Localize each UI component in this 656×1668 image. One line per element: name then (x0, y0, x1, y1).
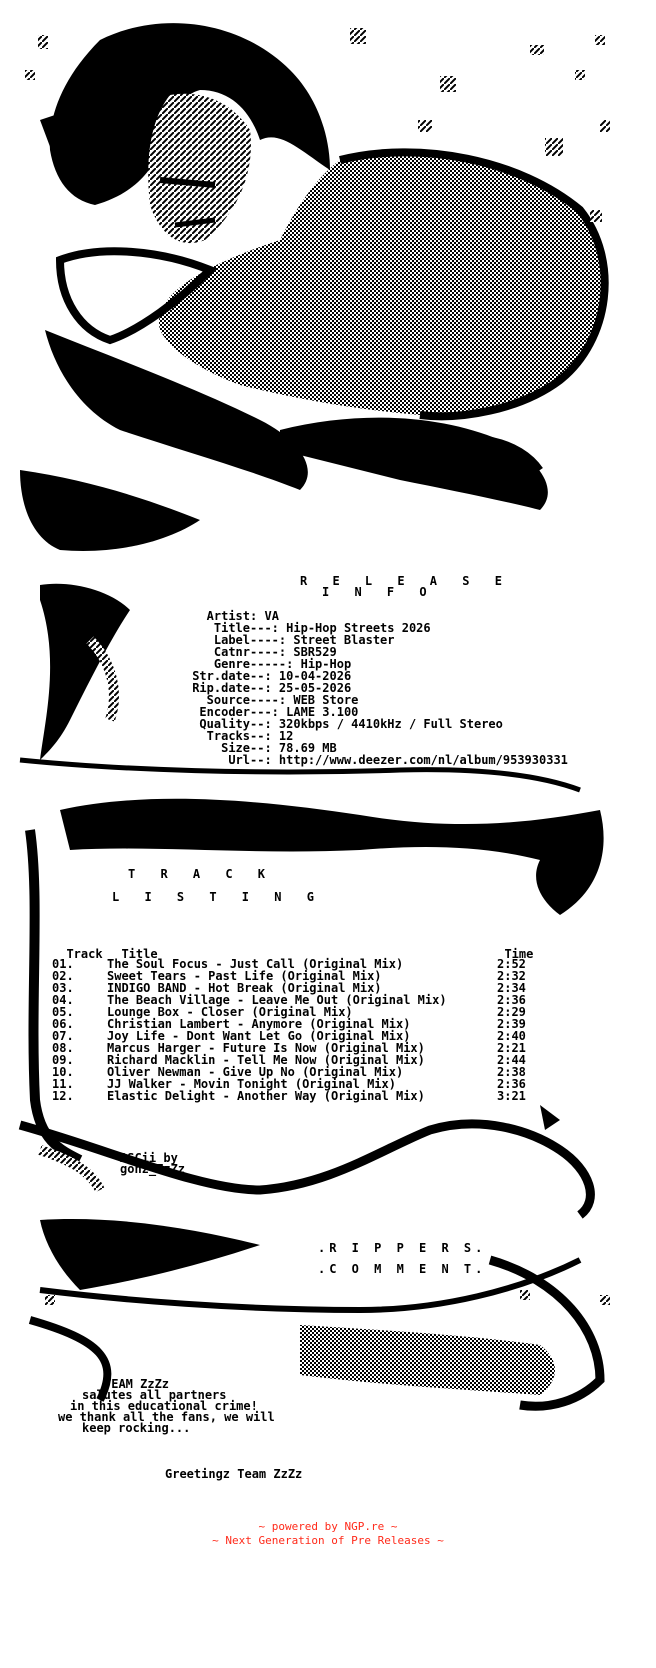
track-heading-line1: T R A C K (128, 867, 275, 881)
release-info-label: Size (221, 741, 250, 755)
comment-line: salutes all partners (82, 1388, 227, 1402)
release-info-value: 10-04-2026 (278, 669, 352, 683)
release-info-separator: -----: (250, 657, 294, 671)
track-title: Joy Life - Dont Want Let Go (Original Mix) (107, 1029, 411, 1043)
release-heading-line2: I N F O (322, 585, 436, 599)
release-info-value: Hip-Hop (300, 657, 352, 671)
release-info-value[interactable]: http://www.deezer.com/nl/album/953930331 (278, 753, 568, 767)
release-info-separator: --: (250, 741, 272, 755)
track-time: 3:21 (497, 1089, 526, 1103)
release-info-separator: : (250, 609, 258, 623)
comment-line: we thank all the fans, we will (58, 1410, 275, 1424)
track-time: 2:40 (497, 1029, 526, 1043)
comment-line: keep rocking... (82, 1421, 191, 1435)
track-title: Christian Lambert - Anymore (Original Mix) (107, 1017, 411, 1031)
ascii-credit-line1: ASCii by (120, 1151, 178, 1165)
rippers-heading-line2: .C O M M E N T. (318, 1262, 487, 1276)
comment-line: in this educational crime! (70, 1399, 258, 1413)
track-heading-line2: L I S T I N G (112, 890, 323, 904)
release-info-separator: ---: (250, 705, 279, 719)
track-number: 08. (52, 1041, 74, 1055)
track-number: 05. (52, 1005, 74, 1019)
track-time: 2:36 (497, 1077, 526, 1091)
comment-line: TEAM ZzZz (104, 1377, 170, 1391)
release-info-value: Street Blaster (293, 633, 395, 647)
col-track: Track (66, 947, 103, 961)
release-info-value: Hip-Hop Streets 2026 (286, 621, 431, 635)
release-info-label: Genre (213, 657, 250, 671)
col-time: Time (504, 947, 534, 961)
release-info-label: Catnr (213, 645, 250, 659)
track-time: 2:44 (497, 1053, 526, 1067)
release-info-separator: --: (250, 753, 272, 767)
release-info-label: Artist (206, 609, 250, 623)
girl-figure-art (20, 23, 605, 551)
footer-tagline: ~ Next Generation of Pre Releases ~ (212, 1534, 444, 1547)
track-title: Sweet Tears - Past Life (Original Mix) (107, 969, 382, 983)
footer-powered-by: ~ powered by NGP.re ~ (258, 1520, 398, 1533)
release-info-label: Title (213, 621, 250, 635)
track-time: 2:29 (497, 1005, 526, 1019)
release-info-block (160, 610, 568, 766)
track-title: Marcus Harger - Future Is Now (Original Mix) (107, 1041, 425, 1055)
release-info-value: 25-05-2026 (278, 681, 352, 695)
release-info-row (160, 754, 568, 766)
release-info-label: Encoder (199, 705, 250, 719)
track-time: 2:39 (497, 1017, 526, 1031)
track-title: Elastic Delight - Another Way (Original Mix) (107, 1089, 425, 1103)
track-number: 03. (52, 981, 74, 995)
release-info-separator: ---: (250, 621, 279, 635)
track-number: 07. (52, 1029, 74, 1043)
release-info-value: 12 (278, 729, 294, 743)
col-title: Title (121, 947, 158, 961)
release-info-separator: ----: (250, 645, 287, 659)
track-number: 12. (52, 1089, 74, 1103)
release-info-label: Label (213, 633, 250, 647)
track-number: 10. (52, 1065, 74, 1079)
release-info-separator: --: (250, 681, 272, 695)
track-time: 2:38 (497, 1065, 526, 1079)
release-info-separator: ----: (250, 633, 287, 647)
track-number: 04. (52, 993, 74, 1007)
track-time: 2:52 (497, 957, 526, 971)
track-row (52, 1090, 537, 1102)
track-title: The Soul Focus - Just Call (Original Mix) (107, 957, 404, 971)
release-info-label: Url (228, 753, 250, 767)
track-number: 01. (52, 957, 74, 971)
release-info-separator: ----: (250, 693, 287, 707)
track-title: Oliver Newman - Give Up No (Original Mix) (107, 1065, 404, 1079)
track-number: 02. (52, 969, 74, 983)
track-time: 2:34 (497, 981, 526, 995)
track-number: 11. (52, 1077, 74, 1091)
release-info-value: SBR529 (293, 645, 337, 659)
release-info-value: VA (264, 609, 279, 623)
release-info-label: Quality (199, 717, 250, 731)
track-time: 2:36 (497, 993, 526, 1007)
track-title: Richard Macklin - Tell Me Now (Original Mix) (107, 1053, 425, 1067)
track-number: 06. (52, 1017, 74, 1031)
release-info-label: Str.date (192, 669, 250, 683)
track-time: 2:32 (497, 969, 526, 983)
release-info-value: 320kbps / 4410kHz / Full Stereo (278, 717, 503, 731)
track-title: Lounge Box - Closer (Original Mix) (107, 1005, 353, 1019)
track-title: The Beach Village - Leave Me Out (Original Mix) (107, 993, 447, 1007)
greeting: Greetingz Team ZzZz (165, 1467, 303, 1481)
track-title: JJ Walker - Movin Tonight (Original Mix) (107, 1077, 396, 1091)
release-info-value: 78.69 MB (278, 741, 337, 755)
rippers-heading-line1: .R I P P E R S. (318, 1241, 487, 1255)
release-info-label: Source (206, 693, 250, 707)
track-title: INDIGO BAND - Hot Break (Original Mix) (107, 981, 382, 995)
release-info-label: Rip.date (192, 681, 250, 695)
track-number: 09. (52, 1053, 74, 1067)
release-info-separator: --: (250, 669, 272, 683)
release-info-separator: --: (250, 717, 272, 731)
release-info-separator: --: (250, 729, 272, 743)
release-info-value: WEB Store (293, 693, 359, 707)
ascii-credit-line2: gonz_ZzZz (120, 1162, 186, 1176)
release-info-label: Tracks (206, 729, 250, 743)
release-heading-line1: R E L E A S E (300, 574, 511, 588)
release-info-value: LAME 3.100 (286, 705, 359, 719)
track-time: 2:21 (497, 1041, 526, 1055)
track-list (52, 958, 537, 1102)
